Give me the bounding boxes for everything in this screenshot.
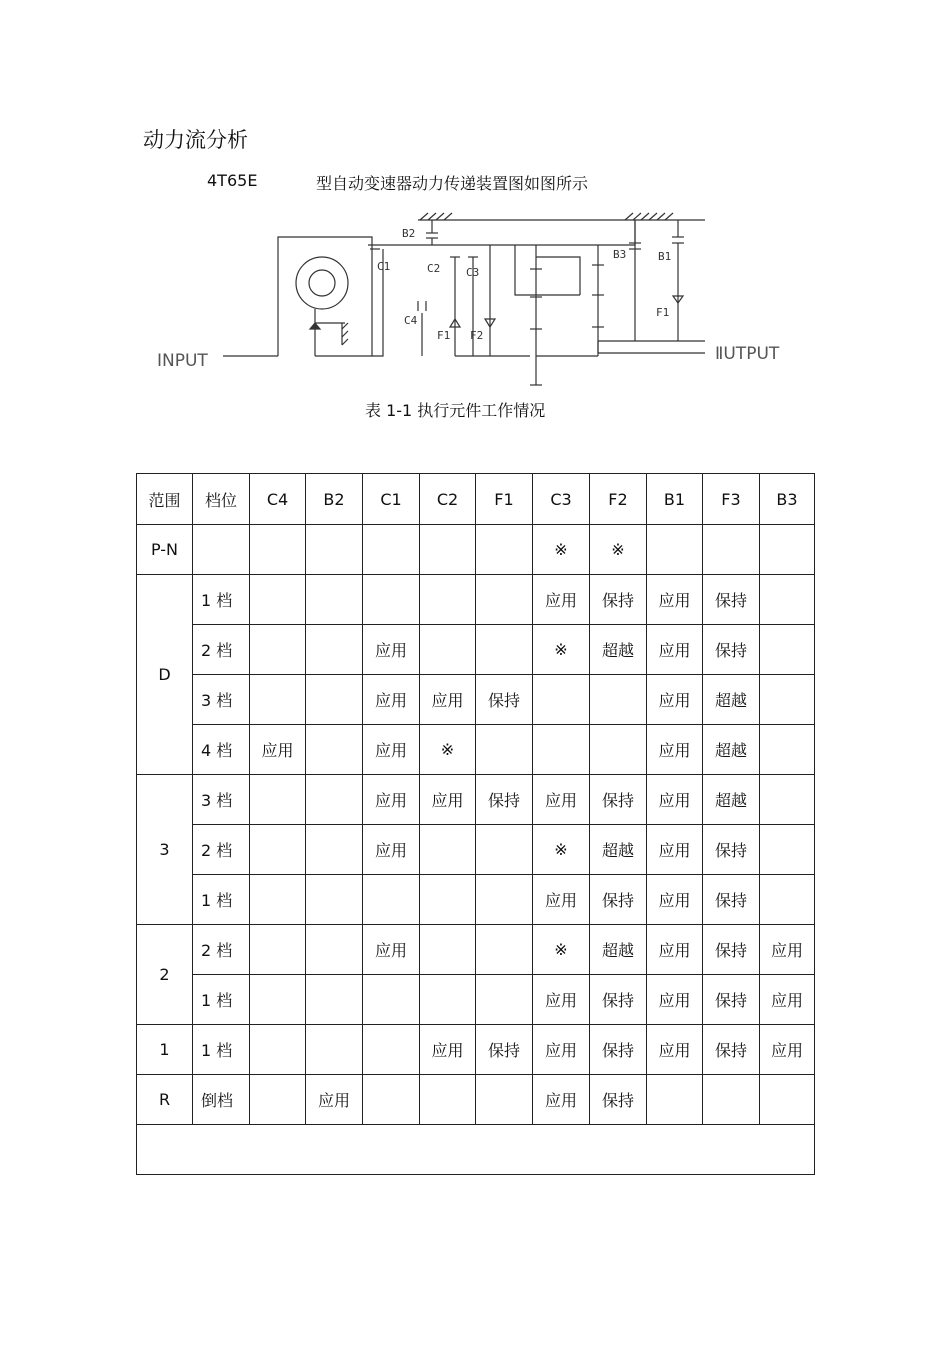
status-cell <box>250 625 306 675</box>
status-cell <box>363 1075 420 1125</box>
table-row <box>137 1025 815 1075</box>
status-cell <box>250 775 306 825</box>
status-cell: 应用 <box>306 1075 363 1125</box>
status-cell: 应用 <box>250 725 306 775</box>
status-cell: 超越 <box>590 825 647 875</box>
status-cell <box>590 725 647 775</box>
status-cell: 保持 <box>703 575 760 625</box>
status-cell <box>363 975 420 1025</box>
gear-cell: 1 档 <box>193 575 250 625</box>
status-cell: 应用 <box>647 975 703 1025</box>
status-cell <box>760 725 815 775</box>
status-cell <box>250 875 306 925</box>
status-cell <box>363 1025 420 1075</box>
header-cell: C3 <box>533 474 590 525</box>
status-cell: 超越 <box>590 925 647 975</box>
input-label: INPUT <box>157 351 208 371</box>
status-cell: 保持 <box>590 1025 647 1075</box>
status-cell <box>476 525 533 575</box>
table-row <box>137 575 815 625</box>
status-cell: 应用 <box>760 975 815 1025</box>
status-cell: 应用 <box>647 725 703 775</box>
status-cell: 保持 <box>703 975 760 1025</box>
header-cell: C1 <box>363 474 420 525</box>
status-cell: 应用 <box>420 1025 476 1075</box>
status-cell: 应用 <box>760 925 815 975</box>
range-cell: P-N <box>137 525 193 575</box>
status-cell: 应用 <box>363 725 420 775</box>
page-heading: 动力流分析 <box>143 128 248 152</box>
range-cell: 3 <box>137 775 193 925</box>
status-cell: 应用 <box>363 925 420 975</box>
label-b2: B2 <box>402 227 416 240</box>
status-cell <box>306 725 363 775</box>
status-cell <box>703 1075 760 1125</box>
status-cell <box>306 775 363 825</box>
gear-cell: 1 档 <box>193 975 250 1025</box>
gear-cell: 2 档 <box>193 825 250 875</box>
status-cell: 保持 <box>590 575 647 625</box>
actuator-table <box>136 473 815 1175</box>
status-cell: 应用 <box>647 925 703 975</box>
status-cell: 应用 <box>420 675 476 725</box>
status-cell <box>420 875 476 925</box>
status-cell: 超越 <box>590 625 647 675</box>
label-c4: C4 <box>404 314 418 327</box>
status-cell: 应用 <box>647 825 703 875</box>
status-cell: 应用 <box>363 675 420 725</box>
header-cell: C4 <box>250 474 306 525</box>
gear-cell: 2 档 <box>193 925 250 975</box>
status-cell: 应用 <box>647 675 703 725</box>
status-cell: 保持 <box>476 675 533 725</box>
label-f2: F2 <box>470 329 484 342</box>
status-cell <box>760 1075 815 1125</box>
status-cell <box>306 625 363 675</box>
status-cell: ※ <box>420 725 476 775</box>
gear-cell: 3 档 <box>193 775 250 825</box>
table-row <box>137 775 815 825</box>
status-cell: 应用 <box>647 875 703 925</box>
header-cell: F3 <box>703 474 760 525</box>
status-cell <box>760 825 815 875</box>
range-cell: R <box>137 1075 193 1125</box>
header-cell: 档位 <box>193 474 250 525</box>
status-cell <box>476 1075 533 1125</box>
status-cell <box>420 575 476 625</box>
status-cell <box>250 525 306 575</box>
status-cell: 保持 <box>703 925 760 975</box>
gear-cell: 1 档 <box>193 1025 250 1075</box>
range-cell: 1 <box>137 1025 193 1075</box>
status-cell <box>420 925 476 975</box>
power-transmission-diagram <box>150 205 810 390</box>
range-cell: 2 <box>137 925 193 1025</box>
status-cell: 应用 <box>647 1025 703 1075</box>
header-cell: 范围 <box>137 474 193 525</box>
table-header-row <box>137 474 815 525</box>
label-f1-left: F1 <box>437 329 451 342</box>
status-cell <box>760 575 815 625</box>
header-cell: F2 <box>590 474 647 525</box>
status-cell <box>476 575 533 625</box>
gear-cell: 2 档 <box>193 625 250 675</box>
header-cell: B3 <box>760 474 815 525</box>
status-cell <box>533 675 590 725</box>
table-row <box>137 675 815 725</box>
status-cell: ※ <box>533 525 590 575</box>
status-cell <box>420 1075 476 1125</box>
status-cell <box>363 525 420 575</box>
header-cell: B1 <box>647 474 703 525</box>
status-cell: ※ <box>533 825 590 875</box>
status-cell <box>420 625 476 675</box>
status-cell <box>703 525 760 575</box>
label-f1-right: F1 <box>656 306 670 319</box>
status-cell <box>306 675 363 725</box>
status-cell: 应用 <box>647 575 703 625</box>
label-b1: B1 <box>658 250 672 263</box>
status-cell <box>647 525 703 575</box>
header-cell: F1 <box>476 474 533 525</box>
status-cell: 应用 <box>363 825 420 875</box>
table-row <box>137 1075 815 1125</box>
status-cell: 超越 <box>703 775 760 825</box>
status-cell: 应用 <box>363 775 420 825</box>
status-cell <box>760 775 815 825</box>
status-cell <box>420 975 476 1025</box>
label-c3: C3 <box>466 266 480 279</box>
status-cell <box>306 925 363 975</box>
gear-cell: 3 档 <box>193 675 250 725</box>
status-cell: 保持 <box>590 875 647 925</box>
status-cell <box>363 875 420 925</box>
status-cell: 应用 <box>533 1075 590 1125</box>
table-row <box>137 725 815 775</box>
transmission-model: 4T65E <box>207 171 258 190</box>
table-caption: 表 1-1 执行元件工作情况 <box>365 401 546 420</box>
status-cell <box>250 975 306 1025</box>
status-cell <box>250 825 306 875</box>
status-cell <box>306 875 363 925</box>
status-cell <box>760 675 815 725</box>
label-c2: C2 <box>427 262 441 275</box>
status-cell: 应用 <box>533 1025 590 1075</box>
status-cell: ※ <box>533 625 590 675</box>
status-cell <box>306 525 363 575</box>
status-cell <box>476 975 533 1025</box>
range-cell: D <box>137 575 193 775</box>
table-row <box>137 825 815 875</box>
status-cell <box>250 1025 306 1075</box>
status-cell: ※ <box>590 525 647 575</box>
status-cell: 应用 <box>533 875 590 925</box>
status-cell: 应用 <box>533 575 590 625</box>
status-cell: 保持 <box>703 1025 760 1075</box>
status-cell: 保持 <box>590 1075 647 1125</box>
status-cell: 应用 <box>647 775 703 825</box>
status-cell: 应用 <box>533 975 590 1025</box>
status-cell <box>590 675 647 725</box>
status-cell <box>363 575 420 625</box>
table-row <box>137 525 815 575</box>
gear-cell: 倒档 <box>193 1075 250 1125</box>
label-c1: C1 <box>377 260 391 273</box>
output-label: ⅡUTPUT <box>715 344 780 364</box>
status-cell <box>250 925 306 975</box>
status-cell <box>647 1075 703 1125</box>
table-row <box>137 975 815 1025</box>
status-cell: 应用 <box>420 775 476 825</box>
gear-cell: 4 档 <box>193 725 250 775</box>
status-cell <box>476 925 533 975</box>
status-cell <box>306 575 363 625</box>
status-cell: 应用 <box>533 775 590 825</box>
status-cell <box>760 625 815 675</box>
status-cell <box>760 875 815 925</box>
status-cell: 应用 <box>647 625 703 675</box>
status-cell <box>420 525 476 575</box>
table-row <box>137 625 815 675</box>
diagram-description: 型自动变速器动力传递装置图如图所示 <box>316 174 589 193</box>
status-cell: 保持 <box>476 775 533 825</box>
gear-cell: 1 档 <box>193 875 250 925</box>
status-cell: 保持 <box>590 975 647 1025</box>
gear-cell <box>193 525 250 575</box>
empty-cell <box>137 1125 815 1175</box>
table-row <box>137 875 815 925</box>
status-cell: 保持 <box>703 875 760 925</box>
status-cell <box>476 825 533 875</box>
header-cell: C2 <box>420 474 476 525</box>
status-cell: 保持 <box>590 775 647 825</box>
status-cell <box>476 625 533 675</box>
status-cell: 保持 <box>703 625 760 675</box>
status-cell <box>476 875 533 925</box>
status-cell: 应用 <box>363 625 420 675</box>
status-cell <box>250 1075 306 1125</box>
status-cell <box>533 725 590 775</box>
status-cell <box>420 825 476 875</box>
header-cell: B2 <box>306 474 363 525</box>
table-row <box>137 925 815 975</box>
status-cell: 超越 <box>703 725 760 775</box>
status-cell <box>250 675 306 725</box>
empty-footer-row <box>137 1125 815 1175</box>
status-cell <box>306 825 363 875</box>
status-cell: 应用 <box>760 1025 815 1075</box>
status-cell <box>250 575 306 625</box>
label-b3: B3 <box>613 248 627 261</box>
status-cell <box>476 725 533 775</box>
status-cell: 保持 <box>703 825 760 875</box>
status-cell: 超越 <box>703 675 760 725</box>
status-cell <box>306 1025 363 1075</box>
status-cell: 保持 <box>476 1025 533 1075</box>
status-cell: ※ <box>533 925 590 975</box>
status-cell <box>760 525 815 575</box>
status-cell <box>306 975 363 1025</box>
